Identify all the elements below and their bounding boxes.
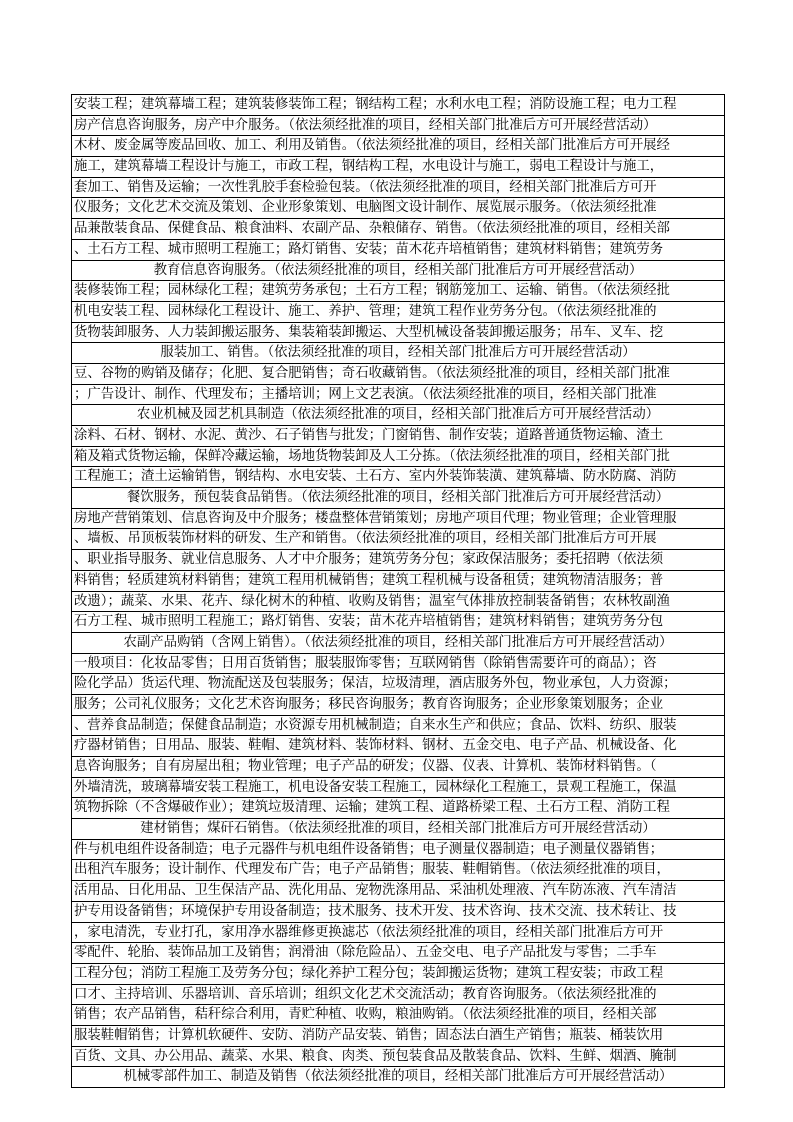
table-row: 建材销售；煤矸石销售。（依法须经批准的项目，经相关部门批准后方可开展经营活动） bbox=[72, 819, 724, 840]
table-row: 、职业指导服务、就业信息服务、人才中介服务；建筑劳务分包；家政保洁服务；委托招聘（依法须 bbox=[72, 550, 724, 571]
table-row: 套加工、销售及运输；一次性乳胶手套检验包装。（依法须经批准的项目，经相关部门批准后方可开 bbox=[72, 178, 724, 199]
table-row: 机械零部件加工、制造及销售（依法须经批准的项目，经相关部门批准后方可开展经营活动） bbox=[72, 1067, 724, 1088]
table-row: 石方工程、城市照明工程施工；路灯销售、安装；苗木花卉培植销售；建筑材料销售；建筑劳务分包 bbox=[72, 612, 724, 633]
table-row: 农业机械及园艺机具制造（依法须经批准的项目，经相关部门批准后方可开展经营活动） bbox=[72, 405, 724, 426]
table-row: 、墙板、吊顶板装饰材料的研发、生产和销售。（依法须经批准的项目，经相关部门批准后方可开展 bbox=[72, 529, 724, 550]
table-row: 险化学品）货运代理、物流配送及包装服务；保洁，垃圾清理，酒店服务外包，物业承包，人力资源； bbox=[72, 674, 724, 695]
table-row: ；广告设计、制作、代理发布；主播培训；网上文艺表演。（依法须经批准的项目，经相关部门批准 bbox=[72, 385, 724, 406]
table-row: ，家电清洗，专业打孔，家用净水器维修更换滤芯（依法须经批准的项目，经相关部门批准后方可开 bbox=[72, 923, 724, 944]
table-row: 活用品、日化用品、卫生保洁产品、洗化用品、宠物洗涤用品、采油机处理液、汽车防冻液、汽车清洁 bbox=[72, 881, 724, 902]
table-row: 房产信息咨询服务，房产中介服务。（依法须经批准的项目，经相关部门批准后方可开展经营活动） bbox=[72, 116, 724, 137]
table-row: 餐饮服务，预包装食品销售。（依法须经批准的项目，经相关部门批准后方可开展经营活动） bbox=[72, 488, 724, 509]
table-row: 安装工程；建筑幕墙工程；建筑装修装饰工程；钢结构工程；水利水电工程；消防设施工程；电力工程 bbox=[72, 95, 724, 116]
table-row: 件与机电组件设备制造；电子元器件与机电组件设备销售；电子测量仪器制造；电子测量仪器销售； bbox=[72, 840, 724, 861]
table-row: 装修装饰工程；园林绿化工程；建筑劳务承包；土石方工程；钢筋笼加工、运输、销售。（依法须经批 bbox=[72, 281, 724, 302]
table-row: 出租汽车服务；设计制作、代理发布广告；电子产品销售；服装、鞋帽销售。（依法须经批准的项目， bbox=[72, 860, 724, 881]
table-row: 豆、谷物的购销及储存；化肥、复合肥销售；奇石收藏销售。（依法须经批准的项目，经相关部门批准 bbox=[72, 364, 724, 385]
table-row: 房地产营销策划、信息咨询及中介服务；楼盘整体营销策划；房地产项目代理；物业管理；企业管理服 bbox=[72, 509, 724, 530]
table-row: 零配件、轮胎、装饰品加工及销售；润滑油（除危险品）、五金交电、电子产品批发与零售；二手车 bbox=[72, 943, 724, 964]
table-row: 息咨询服务；自有房屋出租；物业管理；电子产品的研发；仪器、仪表、计算机、装饰材料销售。（ bbox=[72, 757, 724, 778]
table-row: 教育信息咨询服务。（依法须经批准的项目，经相关部门批准后方可开展经营活动） bbox=[72, 261, 724, 282]
table-row: 施工，建筑幕墙工程设计与施工，市政工程，钢结构工程，水电设计与施工，弱电工程设计与施工， bbox=[72, 157, 724, 178]
table-row: 、土石方工程、城市照明工程施工；路灯销售、安装；苗木花卉培植销售；建筑材料销售；建筑劳务 bbox=[72, 240, 724, 261]
table-row: 口才、主持培训、乐器培训、音乐培训；组织文化艺术交流活动；教育咨询服务。（依法须经批准的 bbox=[72, 985, 724, 1006]
table-row: 外墙清洗，玻璃幕墙安装工程施工，机电设备安装工程施工，园林绿化工程施工，景观工程施工，保温 bbox=[72, 778, 724, 799]
table-row: 品兼散装食品、保健食品、粮食油料、农副产品、杂粮储存、销售。（依法须经批准的项目，经相关部 bbox=[72, 219, 724, 240]
table-row: 箱及箱式货物运输，保鲜冷藏运输，场地货物装卸及人工分拣。（依法须经批准的项目，经相关部门批 bbox=[72, 447, 724, 468]
table-row: 一般项目：化妆品零售；日用百货销售；服装服饰零售；互联网销售（除销售需要许可的商品）；咨 bbox=[72, 654, 724, 675]
table-row: 改遗）；蔬菜、水果、花卉、绿化树木的种植、收购及销售；温室气体排放控制装备销售；农林牧副渔 bbox=[72, 592, 724, 613]
table-row: 料销售；轻质建筑材料销售；建筑工程用机械销售；建筑工程机械与设备租赁；建筑物清洁服务；普 bbox=[72, 571, 724, 592]
table-row: 护专用设备销售；环境保护专用设备制造；技术服务、技术开发、技术咨询、技术交流、技术转让、技 bbox=[72, 902, 724, 923]
table-row: 筑物拆除（不含爆破作业）；建筑垃圾清理、运输；建筑工程、道路桥梁工程、土石方工程、消防工程 bbox=[72, 798, 724, 819]
table-row: 销售；农产品销售，秸秆综合利用，青贮种植、收购，粮油购销。（依法须经批准的项目，经相关部 bbox=[72, 1005, 724, 1026]
data-table bbox=[71, 94, 725, 1088]
table-row: 货物装卸服务、人力装卸搬运服务、集装箱装卸搬运、大型机械设备装卸搬运服务；吊车、叉车、挖 bbox=[72, 323, 724, 344]
table-row: 服装加工、销售。（依法须经批准的项目，经相关部门批准后方可开展经营活动） bbox=[72, 343, 724, 364]
table-row: 涂料、石材、钢材、水泥、黄沙、石子销售与批发；门窗销售、制作安装；道路普通货物运输、渣土 bbox=[72, 426, 724, 447]
table-row: 、营养食品制造；保健食品制造；水资源专用机械制造；自来水生产和供应；食品、饮料、纺织、服装 bbox=[72, 716, 724, 737]
table-row: 机电安装工程、园林绿化工程设计、施工、养护、管理；建筑工程作业劳务分包。（依法须经批准的 bbox=[72, 302, 724, 323]
table-row: 服务；公司礼仪服务；文化艺术咨询服务；移民咨询服务；教育咨询服务；企业形象策划服务；企业 bbox=[72, 695, 724, 716]
table-row: 工程分包；消防工程施工及劳务分包；绿化养护工程分包；装卸搬运货物；建筑工程安装；市政工程 bbox=[72, 964, 724, 985]
table-row: 工程施工；渣土运输销售，钢结构、水电安装、土石方、室内外装饰装潢、建筑幕墙、防水防腐、消防 bbox=[72, 467, 724, 488]
table-row: 百货、文具、办公用品、蔬菜、水果、粮食、肉类、预包装食品及散装食品、饮料、生鲜、烟酒、腌制 bbox=[72, 1047, 724, 1068]
table-row: 服装鞋帽销售；计算机软硬件、安防、消防产品安装、销售；固态法白酒生产销售；瓶装、桶装饮用 bbox=[72, 1026, 724, 1047]
table-row: 疗器材销售；日用品、服装、鞋帽、建筑材料、装饰材料、钢材、五金交电、电子产品、机械设备、化 bbox=[72, 736, 724, 757]
table-row: 仪服务；文化艺术交流及策划、企业形象策划、电脑图文设计制作、展览展示服务。（依法须经批准 bbox=[72, 198, 724, 219]
table-row: 农副产品购销（含网上销售）。（依法须经批准的项目，经相关部门批准后方可开展经营活动） bbox=[72, 633, 724, 654]
table-row: 木材、废金属等废品回收、加工、利用及销售。（依法须经批准的项目，经相关部门批准后方可开展经 bbox=[72, 136, 724, 157]
